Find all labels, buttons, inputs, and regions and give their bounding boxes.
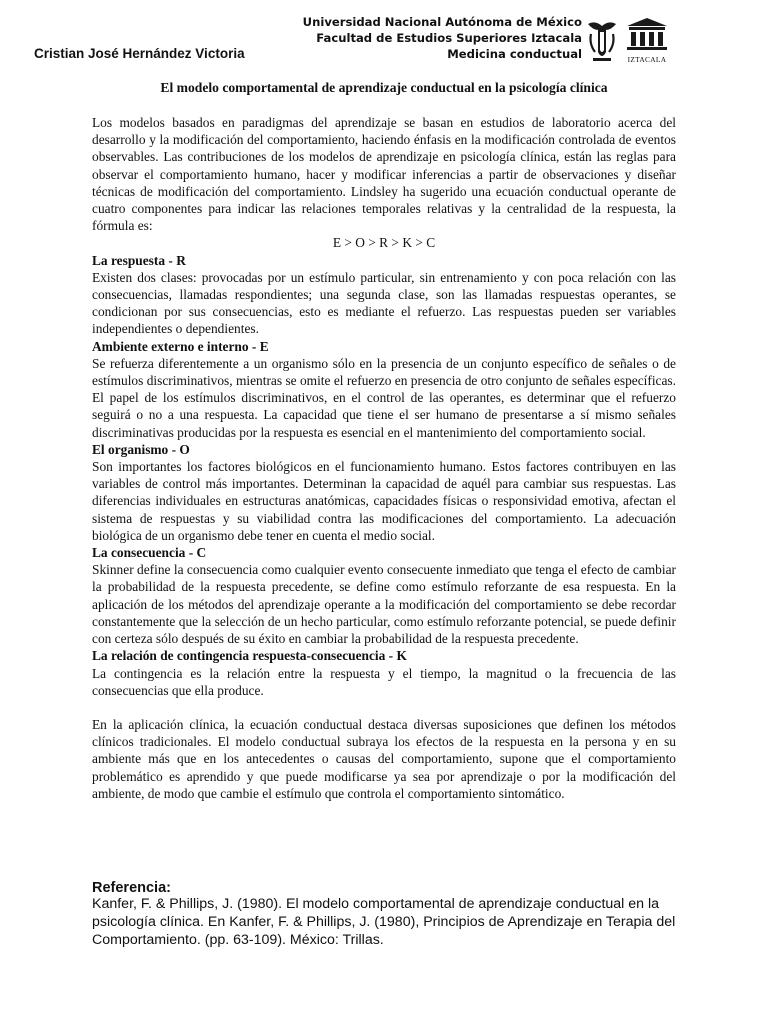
university-name: Universidad Nacional Autónoma de México bbox=[302, 15, 582, 29]
section-heading-respuesta: La respuesta - R bbox=[92, 252, 186, 268]
section-text-contingencia: La contingencia es la relación entre la respuesta y el tiempo, la magnitud o la frecuencia de las consecuencias que ella produce. bbox=[92, 665, 676, 698]
paragraph-spacer bbox=[92, 699, 676, 716]
section-heading-ambiente: Ambiente externo e interno - E bbox=[92, 338, 269, 354]
fes-iztacala-logo bbox=[621, 16, 673, 64]
section-text-organismo: Son importantes los factores biológicos en el funcionamiento humano. Estos factores contribuyen en las variables de control más importantes. Determinan la capacidad de aquél para cambiar sus respuestas. Las diferencias individuales en estructuras anatómicas, capacidades físicas o responsividad emotiva, afectan el sistema de respuestas y su viabilidad contra las modificaciones del comportamiento. La adecuación biológica de un organismo debe tener en cuenta el medio social. bbox=[92, 459, 676, 543]
unam-crest-icon bbox=[585, 18, 619, 64]
section-text-ambiente: Se refuerza diferentemente a un organismo sólo en la presencia de un conjunto específico de señales o de estímulos discriminativos, mientras se omite el refuerzo en presencia de otro conjunto de señales específicas. El papel de los estímulos discriminativos, en el control de las operantes, es determinar que el refuerzo seguirá o no a una respuesta. La capacidad que tiene el ser humano de presentarse a sí mismo señales discriminativas producidas por la respuesta es esencial en el mantenimiento del comportamiento social. bbox=[92, 355, 676, 440]
section-heading-organismo: El organismo - O bbox=[92, 441, 190, 457]
institution-block bbox=[303, 14, 582, 62]
document-body bbox=[92, 114, 676, 802]
course-name: Medicina conductual bbox=[447, 47, 582, 61]
section-heading-contingencia: La relación de contingencia respuesta-consecuencia - K bbox=[92, 648, 407, 664]
author-name: Cristian José Hernández Victoria bbox=[34, 46, 245, 61]
section-heading-consecuencia: La consecuencia - C bbox=[92, 545, 207, 561]
behavioral-equation: E > O > R > K > C bbox=[332, 235, 436, 251]
section-text-respuesta: Existen dos clases: provocadas por un estímulo particular, sin entrenamiento y con poca relación con las consecuencias, llamadas respondientes; una segunda clase, son las llamadas respuestas operantes, se condicionan por sus consecuencias, esto es mediante el refuerzo. Las respuestas pueden ser variables independientes o dependientes. bbox=[92, 269, 676, 337]
section-text-consecuencia: Skinner define la consecuencia como cualquier evento consecuente inmediato que tenga el efecto de cambiar la probabilidad de la respuesta precedente, se define como estímulo reforzante de esa respuesta. En la aplicación de los métodos del aprendizaje operante a la modificación del comportamiento se debe recordar constantemente que la selección de un hecho particular, como estímulo reforzante potencial, se puede definir con certeza sólo después de su éxito en cambiar la probabilidad de la respuesta precedente. bbox=[92, 562, 676, 647]
fes-iztacala-logo-text: IZTACALA bbox=[627, 55, 667, 64]
reference-text: Kanfer, F. & Phillips, J. (1980). El modelo comportamental de aprendizaje conductual en la psicología clínica. En Kanfer, F. & Phillips, J. (1980), Principios de Aprendizaje en Terapia del Comportamiento. (pp. 63-109). México: Trillas. bbox=[92, 896, 676, 948]
conclusion-paragraph: En la aplicación clínica, la ecuación conductual destaca diversas suposiciones que definen los métodos clínicos tradicionales. El modelo conductual subraya los efectos de la respuesta en la persona y en su ambiente más que en los antecedentes o causas del comportamiento, supone que el comportamiento problemático es aprendido y que puede modificarse ya sea por aprendizaje o por la modificación del ambiente, de modo que cambie el estímulo que controla el comportamiento sintomático. bbox=[92, 716, 676, 801]
document-title: El modelo comportamental de aprendizaje conductual en la psicología clínica bbox=[160, 80, 608, 95]
reference-heading: Referencia: bbox=[92, 880, 171, 896]
intro-paragraph: Los modelos basados en paradigmas del aprendizaje se basan en estudios de laboratorio acerca del desarrollo y la modificación del comportamiento, haciendo énfasis en la modificación controlada de eventos observables. Las contribuciones de los modelos de aprendizaje en psicología clínica, están las reglas para observar el comportamiento humano, hacer y modificar inferencias a partir de observaciones y diseñar técnicas de modificación del comportamiento. Lindsley ha sugerido una ecuación conductual operante de cuatro componentes para indicar las relaciones temporales relativas y la centralidad de la respuesta, la fórmula es: bbox=[92, 115, 676, 234]
faculty-name: Facultad de Estudios Superiores Iztacala bbox=[316, 31, 582, 45]
fes-iztacala-logo-icon bbox=[621, 16, 673, 54]
